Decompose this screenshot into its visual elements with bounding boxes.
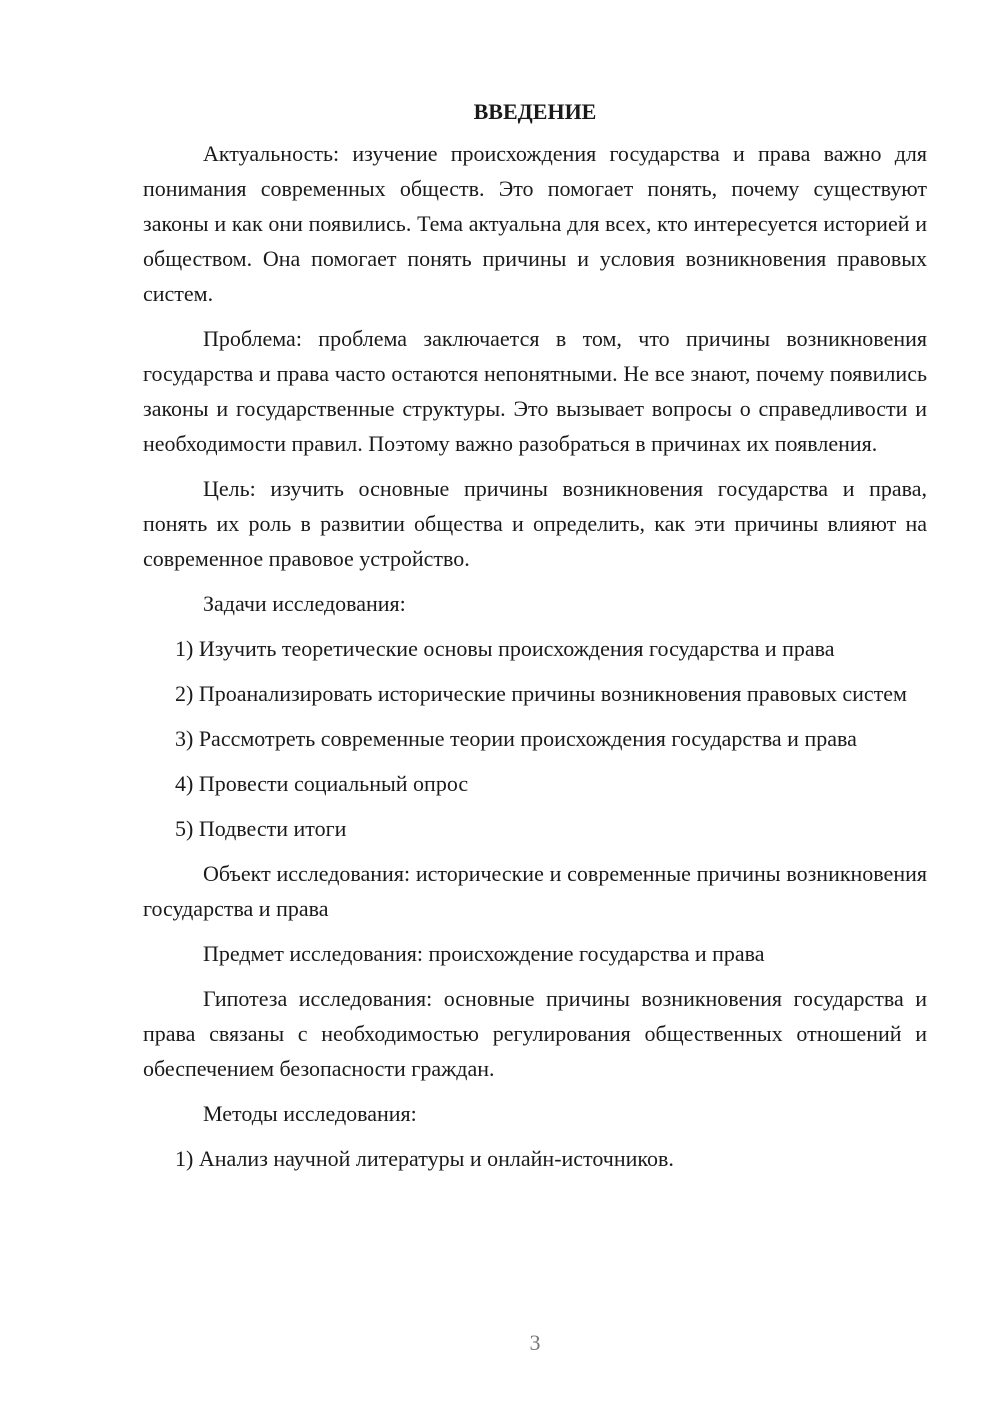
paragraph-relevance: Актуальность: изучение происхождения государства и права важно для понимания современных обществ. Это помогает понять, почему существуют законы и как они появились. Тема актуальна для всех, кто интересуется историей и обществом. Она помогает понять причины и условия возникновения правовых систем. — [143, 141, 927, 306]
document-page — [143, 94, 927, 1186]
task-item-5: 5) Подвести итоги — [175, 816, 347, 841]
tasks-heading: Задачи исследования: — [203, 591, 406, 616]
section-title: ВВЕДЕНИЕ — [473, 99, 597, 124]
methods-heading: Методы исследования: — [203, 1101, 417, 1126]
task-item-3: 3) Рассмотреть современные теории происхождения государства и права — [175, 726, 857, 751]
task-item-1: 1) Изучить теоретические основы происхождения государства и права — [175, 636, 835, 661]
paragraph-problem: Проблема: проблема заключается в том, что причины возникновения государства и права часто остаются непонятными. Не все знают, почему появились законы и государственные структуры. Это вызывает вопросы о справедливости и необходимости правил. Поэтому важно разобраться в причинах их появления. — [143, 326, 927, 456]
paragraph-goal: Цель: изучить основные причины возникновения государства и права, понять их роль в развитии общества и определить, как эти причины влияют на современное правовое устройство. — [143, 476, 927, 571]
paragraph-hypothesis: Гипотеза исследования: основные причины возникновения государства и права связаны с необходимостью регулирования общественных отношений и обеспечением безопасности граждан. — [143, 986, 927, 1081]
page-number: 3 — [529, 1330, 541, 1355]
paragraph-object: Объект исследования: исторические и современные причины возникновения государства и права — [143, 861, 927, 921]
task-item-4: 4) Провести социальный опрос — [175, 771, 469, 796]
task-item-2: 2) Проанализировать исторические причины возникновения правовых систем — [175, 681, 907, 706]
paragraph-subject: Предмет исследования: происхождение государства и права — [203, 941, 765, 966]
method-item-1: 1) Анализ научной литературы и онлайн-источников. — [175, 1146, 674, 1171]
